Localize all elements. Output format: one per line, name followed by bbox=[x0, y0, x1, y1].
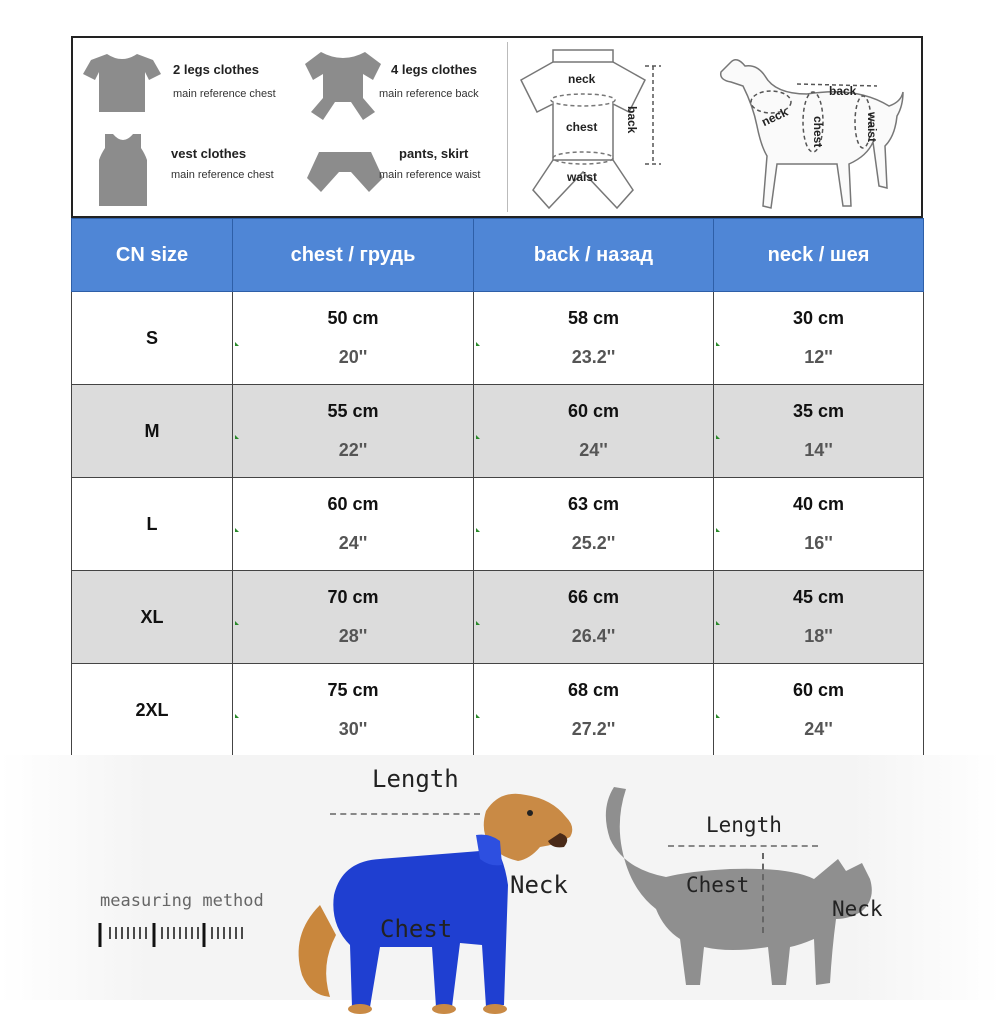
back-inch: 25.2'' bbox=[571, 533, 616, 553]
dog-neck-label-bottom: Neck bbox=[510, 871, 568, 899]
neck-cm: 35 cm bbox=[792, 401, 845, 421]
chest-cm: 55 cm bbox=[327, 401, 379, 421]
four-legs-garment-icon bbox=[301, 50, 385, 122]
table-row bbox=[72, 292, 924, 385]
back-cell bbox=[474, 292, 714, 385]
dog-neck-label: neck bbox=[759, 104, 791, 130]
neck-cell bbox=[714, 664, 924, 757]
dog-waist-label: waist bbox=[865, 112, 879, 143]
size-label: M bbox=[72, 385, 233, 478]
neck-cm: 40 cm bbox=[792, 494, 845, 514]
garment-subtitle-4-legs: main reference back bbox=[379, 88, 479, 100]
chest-cell bbox=[233, 571, 474, 664]
garment-title-2-legs: 2 legs clothes bbox=[173, 62, 259, 77]
dog-back-label: back bbox=[829, 84, 857, 98]
garment-subtitle-vest: main reference chest bbox=[171, 169, 274, 181]
back-cell bbox=[474, 478, 714, 571]
shirt-back-label: back bbox=[625, 106, 639, 134]
chest-cell bbox=[233, 385, 474, 478]
header-chest: chest / грудь bbox=[233, 219, 474, 292]
neck-inch: 18'' bbox=[804, 626, 833, 646]
shirt-measurement-diagram bbox=[513, 40, 683, 216]
back-cell bbox=[474, 664, 714, 757]
garment-reference-panel bbox=[71, 36, 923, 218]
back-inch: 27.2'' bbox=[571, 719, 616, 739]
header-back: back / назад bbox=[474, 219, 714, 292]
chest-cell bbox=[233, 478, 474, 571]
size-label: XL bbox=[72, 571, 233, 664]
neck-cell bbox=[714, 571, 924, 664]
neck-inch: 12'' bbox=[804, 347, 833, 367]
header-size: CN size bbox=[72, 219, 233, 292]
chest-cm: 70 cm bbox=[327, 587, 379, 607]
back-cm: 63 cm bbox=[567, 494, 620, 514]
shirt-neck-label: neck bbox=[568, 72, 596, 86]
t-shirt-icon bbox=[81, 52, 163, 114]
dog-chest-label-bottom: Chest bbox=[380, 915, 453, 943]
back-inch: 23.2'' bbox=[571, 347, 616, 367]
chest-inch: 22'' bbox=[338, 440, 368, 460]
neck-cm: 45 cm bbox=[792, 587, 845, 607]
chest-inch: 24'' bbox=[338, 533, 368, 553]
garment-subtitle-2-legs: main reference chest bbox=[173, 88, 276, 100]
garment-title-4-legs: 4 legs clothes bbox=[391, 62, 477, 77]
garment-title-vest: vest clothes bbox=[171, 146, 247, 161]
garment-subtitle-pants: main reference waist bbox=[379, 169, 481, 181]
dog-length-label: Length bbox=[372, 765, 459, 793]
pants-icon bbox=[305, 150, 385, 194]
size-label: L bbox=[72, 478, 233, 571]
shirt-waist-label: waist bbox=[567, 170, 598, 184]
table-row bbox=[72, 385, 924, 478]
size-label: 2XL bbox=[72, 664, 233, 757]
neck-inch: 24'' bbox=[804, 719, 833, 739]
garment-title-pants: pants, skirt bbox=[399, 146, 469, 161]
chest-cell bbox=[233, 292, 474, 385]
chest-cm: 50 cm bbox=[327, 308, 379, 328]
table-header-row bbox=[72, 219, 924, 292]
chest-inch: 20'' bbox=[338, 347, 368, 367]
panel-divider bbox=[507, 42, 508, 212]
chest-cm: 75 cm bbox=[327, 680, 379, 700]
back-cm: 60 cm bbox=[567, 401, 620, 421]
table-row bbox=[72, 571, 924, 664]
back-inch: 26.4'' bbox=[571, 626, 616, 646]
table-row bbox=[72, 664, 924, 757]
back-cm: 58 cm bbox=[567, 308, 620, 328]
dog-chest-label: chest bbox=[811, 116, 825, 148]
back-cm: 66 cm bbox=[567, 587, 620, 607]
ruler-icon bbox=[98, 919, 258, 949]
cat-chest-label: Chest bbox=[686, 873, 750, 897]
header-neck: neck / шея bbox=[714, 219, 924, 292]
chest-inch: 28'' bbox=[338, 626, 368, 646]
back-inch: 24'' bbox=[579, 440, 608, 460]
chest-cm: 60 cm bbox=[327, 494, 379, 514]
neck-inch: 16'' bbox=[804, 533, 833, 553]
back-cell bbox=[474, 571, 714, 664]
shirt-chest-label: chest bbox=[566, 120, 598, 134]
cat-chest-line bbox=[762, 853, 764, 933]
vest-icon bbox=[95, 132, 151, 208]
neck-cell bbox=[714, 385, 924, 478]
neck-cm: 30 cm bbox=[792, 308, 845, 328]
chest-inch: 30'' bbox=[338, 719, 368, 739]
cat-neck-label: Neck bbox=[832, 897, 883, 921]
neck-inch: 14'' bbox=[804, 440, 833, 460]
neck-cell bbox=[714, 478, 924, 571]
table-row bbox=[72, 478, 924, 571]
measuring-method-label: measuring method bbox=[100, 891, 264, 911]
neck-cell bbox=[714, 292, 924, 385]
size-chart-table bbox=[71, 218, 924, 757]
chest-cell bbox=[233, 664, 474, 757]
size-label: S bbox=[72, 292, 233, 385]
cat-length-label: Length bbox=[706, 813, 782, 837]
measuring-method-section bbox=[0, 755, 1000, 1000]
neck-cm: 60 cm bbox=[792, 680, 845, 700]
back-cm: 68 cm bbox=[567, 680, 620, 700]
back-cell bbox=[474, 385, 714, 478]
